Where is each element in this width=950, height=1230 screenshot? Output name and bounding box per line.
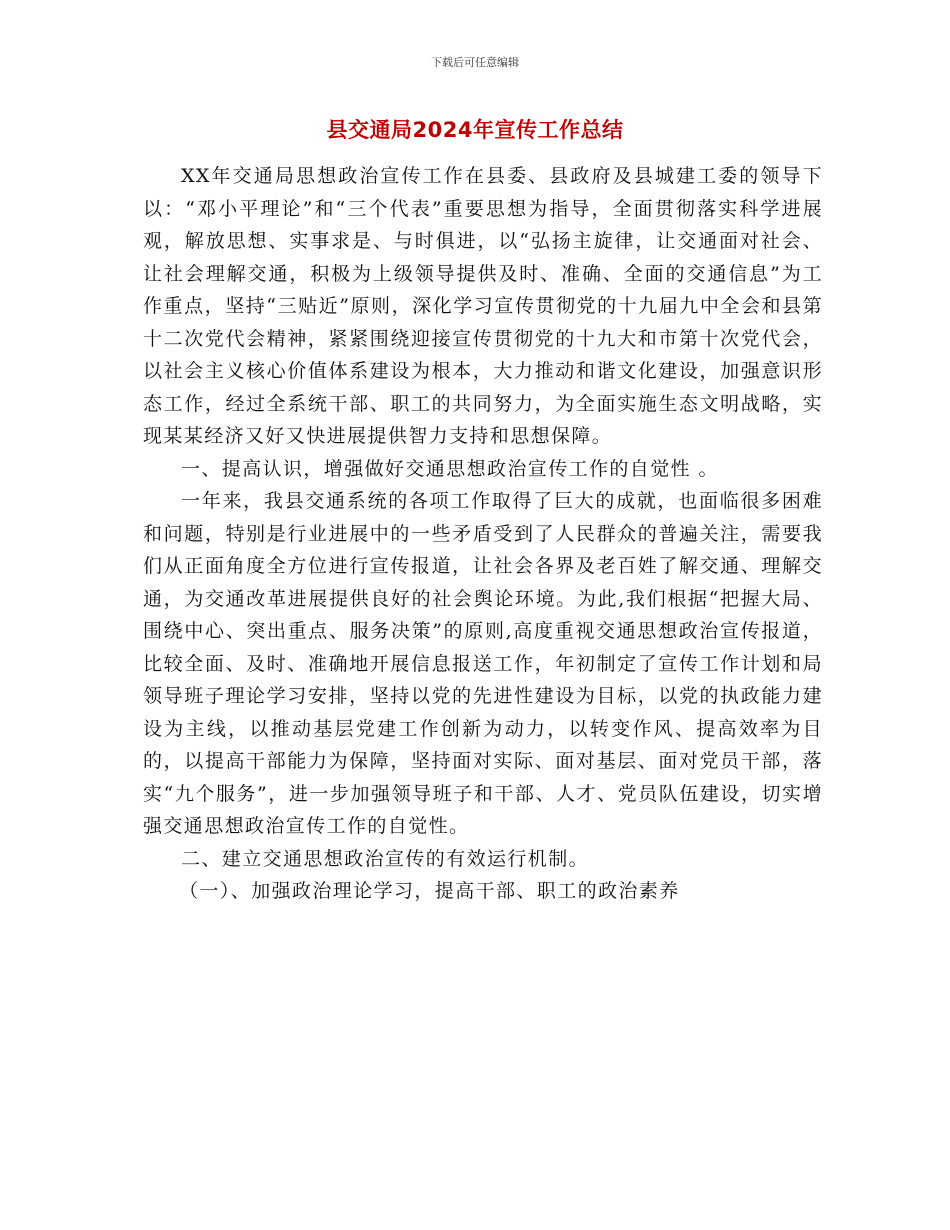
subsection-heading-2-1: （一）、加强政治理论学习，提高干部、职工的政治素养 <box>179 880 680 902</box>
paragraph-intro: XX年交通局思想政治宣传工作在县委、县政府及县城建工委的领导下以：“邓小平理论”和“三个代表”重要思想为指导，全面贯彻落实科学进展观，解放思想、实事求是、与时俱进，以“弘扬主旋律，让交通面对社会、让社会理解交通，积极为上级领导提供及时、准确、全面的交通信息”为工作重点，坚持“三贴近”原则，深化学习宣传贯彻党的十九届九中全会和县第十二次党代会精神，紧紧围绕迎接宣传贯彻党的十九大和市第十次党代会，以社会主义核心价值体系建设为根本，大力推动和谐文化建设，加强意识形态工作，经过全系统干部、职工的共同努力，为全面实施生态文明战略，实现某某经济又好又快进展提供智力支持和思想保障。 <box>143 165 823 447</box>
paragraph-section-1: 一年来，我县交通系统的各项工作取得了巨大的成就，也面临很多困难和问题，特别是行业进展中的一些矛盾受到了人民群众的普遍关注，需要我们从正面角度全方位进行宣传报道，让社会各界及老百姓了解交通、理解交通，为交通改革进展提供良好的社会舆论环境。为此,我们根据“把握大局、围绕中心、突出重点、服务决策”的原则,高度重视交通思想政治宣传报道，比较全面、及时、准确地开展信息报送工作，年初制定了宣传工作计划和局领导班子理论学习安排，坚持以党的先进性建设为目标，以党的执政能力建设为主线，以推动基层党建工作创新为动力，以转变作风、提高效率为目的，以提高干部能力为保障，坚持面对实际、面对基层、面对党员干部，落实“九个服务”，进一步加强领导班子和干部、人才、党员队伍建设，切实增强交通思想政治宣传工作的自觉性。 <box>143 490 823 837</box>
section-heading-1: 一、提高认识，增强做好交通思想政治宣传工作的自觉性 。 <box>181 457 719 480</box>
document-title: 县交通局2024年宣传工作总结 <box>326 118 624 142</box>
document-body <box>143 160 823 908</box>
header-note: 下载后可任意编辑 <box>431 56 519 69</box>
section-heading-2: 二、建立交通思想政治宣传的有效运行机制。 <box>181 847 590 870</box>
